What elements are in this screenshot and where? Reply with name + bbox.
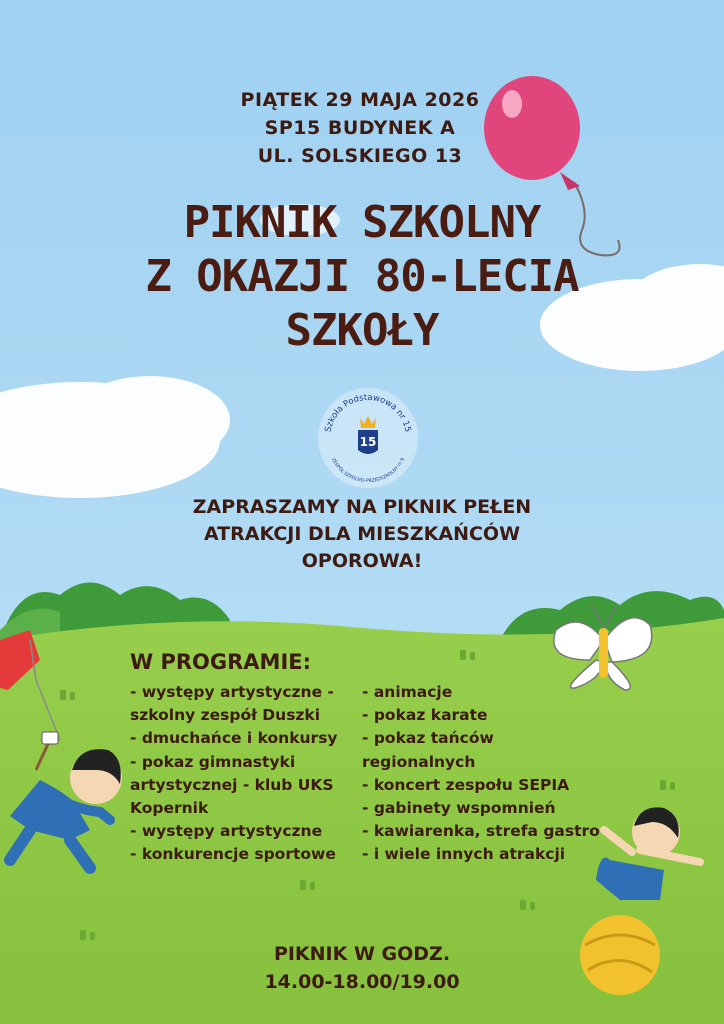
- title-line-2: Z OKAZJI 80-LECIA: [145, 251, 579, 302]
- hours-value: 14.00-18.00/19.00: [264, 971, 460, 993]
- program-heading: W PROGRAMIE:: [130, 650, 312, 674]
- title-line-3: SZKOŁY: [285, 305, 439, 356]
- program-list-right: [362, 681, 600, 867]
- logo-bottom-text: ZESPÓŁ SZKOLNO-PRZEDSZKOLNY nr 9: [329, 457, 407, 485]
- invite-line-2: ATRAKCJI DLA MIESZKAŃCÓW: [203, 523, 521, 545]
- list-item: regionalnych: [362, 752, 476, 771]
- list-item: - animacje: [362, 683, 453, 701]
- program-list-left: [130, 681, 338, 867]
- event-place: SP15 BUDYNEK A: [264, 117, 456, 139]
- invitation: [150, 494, 574, 575]
- list-item: - pokaz tańców: [362, 729, 494, 748]
- event-date: PIĄTEK 29 MAJA 2026: [240, 89, 480, 111]
- list-item: - pokaz karate: [362, 706, 488, 725]
- list-item: - i wiele innych atrakcji: [362, 845, 566, 864]
- list-item: szkolny zespół Duszki: [130, 706, 321, 725]
- event-hours: [180, 940, 544, 996]
- logo-number: 15: [359, 435, 377, 449]
- invite-line-3: OPOROWA!: [301, 550, 423, 572]
- list-item: - pokaz gimnastyki: [130, 752, 296, 771]
- list-item: - występy artystyczne -: [130, 683, 334, 701]
- list-item: - koncert zespołu SEPIA: [362, 775, 570, 794]
- hours-label: PIKNIK W GODZ.: [273, 943, 451, 965]
- event-address: UL. SOLSKIEGO 13: [257, 145, 463, 167]
- list-item: - gabinety wspomnień: [362, 799, 556, 818]
- list-item: artystycznej - klub UKS: [130, 775, 334, 794]
- event-info: [150, 86, 570, 170]
- invite-line-1: ZAPRASZAMY NA PIKNIK PEŁEN: [192, 496, 532, 518]
- school-crest-icon: [316, 386, 420, 490]
- poster-title: [62, 196, 662, 358]
- list-item: - konkurencje sportowe: [130, 845, 336, 864]
- list-item: - występy artystyczne: [130, 822, 323, 841]
- logo-arc-text: Szkoła Podstawowa nr 15: [323, 392, 413, 434]
- list-item: - kawiarenka, strefa gastro: [362, 822, 600, 841]
- list-item: - dmuchańce i konkursy: [130, 729, 338, 748]
- title-line-1: PIKNIK SZKOLNY: [183, 197, 541, 248]
- list-item: Kopernik: [130, 799, 209, 818]
- ball-icon: [580, 915, 660, 995]
